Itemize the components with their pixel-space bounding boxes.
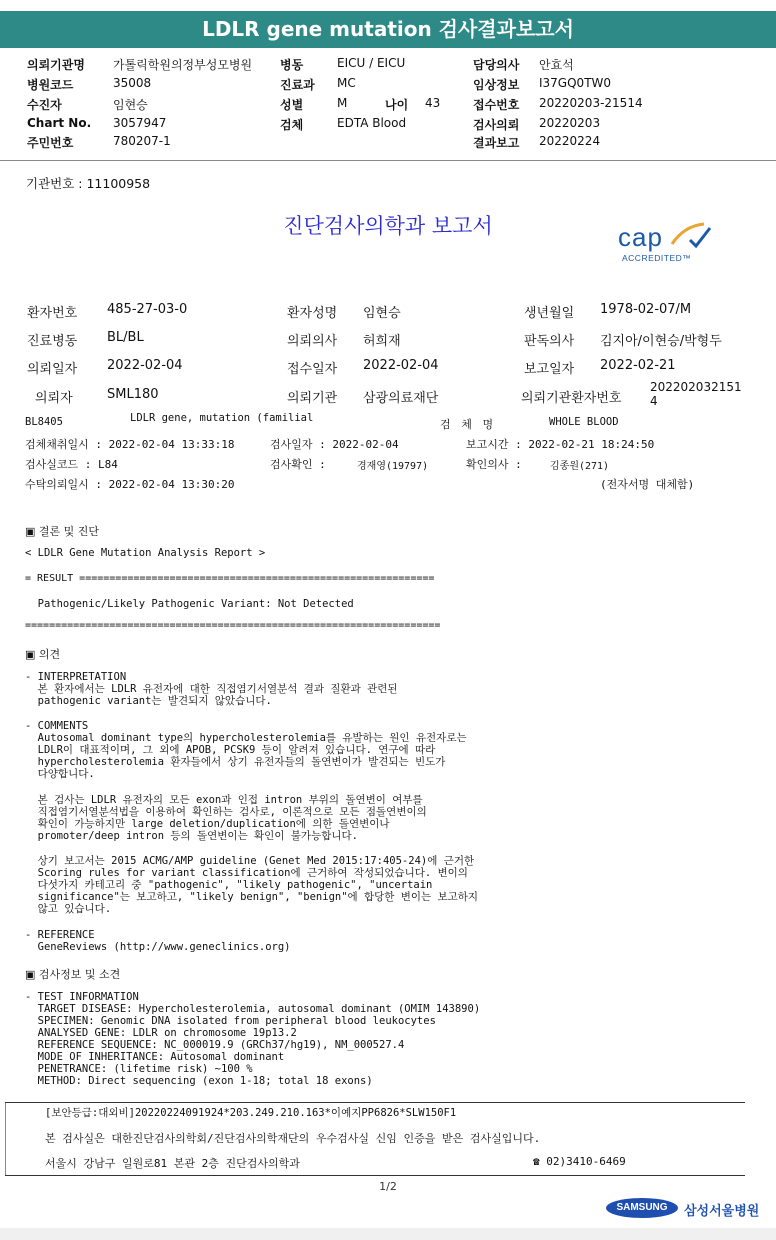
comments-guideline: 상기 보고서는 2015 ACMG/AMP guideline (Genet Med 2015:17:405-24)에 근거한 Scoring rules for variant classification에 근거하여 작성되었습니다. 변이의 다섯가지 카테고리 중 "pathogenic", "likely pathogenic", "uncertain significance"는 보고하고, "likely benign", "benign"에 합당한 변이는 보고하지 않고 있습니다. — [37, 855, 479, 915]
patient-field-value: 2022-02-04 — [107, 358, 183, 373]
test-name: LDLR gene, mutation (familial — [130, 412, 314, 424]
patient-field-value: 2022-02-21 — [600, 358, 676, 373]
page-number: 1/2 — [379, 1180, 397, 1193]
address: 서울시 강남구 일원로81 본관 2층 진단검사의학과 — [45, 1157, 300, 1170]
bottom-band — [0, 1228, 776, 1240]
patient-field-value: 1978-02-07/M — [600, 302, 692, 317]
test-date: 검사일자 : 2022-02-04 — [270, 438, 399, 451]
specimen-value: WHOLE BLOOD — [549, 416, 619, 428]
header-label: 병원코드 — [27, 78, 74, 92]
header-value: EDTA Blood — [337, 116, 407, 130]
header-label: 검사의뢰 — [473, 118, 520, 132]
header-label: 접수번호 — [473, 98, 520, 112]
cap-accredited-logo — [614, 222, 716, 266]
reference: - REFERENCE GeneReviews (http://www.geneclinics.org) — [25, 929, 291, 953]
patient-field-label: 접수일자 — [287, 362, 338, 377]
header-value: I37GQ0TW0 — [539, 76, 612, 90]
cap-logo-text: cap — [618, 222, 663, 252]
test-code: BL8405 — [25, 416, 63, 428]
patient-field-label: 생년월일 — [524, 306, 575, 321]
footer-bottom-divider — [5, 1175, 745, 1176]
e-signature-note: (전자서명 대체함) — [600, 478, 695, 491]
header-value: EICU / EICU — [337, 56, 406, 70]
patient-field-value: SML180 — [107, 387, 159, 402]
report-time: 보고시간 : 2022-02-21 18:24:50 — [466, 438, 655, 451]
header-label: 임상정보 — [473, 78, 520, 92]
header-label: 담당의사 — [473, 58, 520, 72]
age-value: 43 — [425, 96, 441, 110]
section-opinion: ▣ 의견 — [25, 648, 61, 661]
comments-method: 본 검사는 LDLR 유전자의 모든 exon과 인접 intron 부위의 돌연변이 여부를 직접염기서열분석법을 이용하여 확인하는 검사로, 이론적으로 모든 점돌연변이의 확인이 가능하지만 large deletion/duplication에 의한 돌연변이나 promoter/deep intron 등의 돌연변이는 확인이 불가능합니다. — [37, 794, 427, 842]
header-value: MC — [337, 76, 356, 90]
patient-field-value: 임현승 — [363, 306, 401, 321]
patient-field-value: BL/BL — [107, 330, 144, 345]
patient-field-label: 보고일자 — [524, 362, 575, 377]
age-label: 나이 — [385, 98, 409, 112]
footer-border — [5, 1103, 6, 1175]
consign-datetime: 수탁의뢰일시 : 2022-02-04 13:30:20 — [25, 478, 235, 491]
test-confirm-label: 검사확인 : — [270, 458, 326, 471]
patient-field-value: 202202032151 — [650, 380, 742, 394]
header-value: 780207-1 — [113, 134, 171, 148]
patient-field-value: 삼광의료재단 — [363, 391, 439, 406]
header-value: 안효석 — [539, 58, 574, 72]
report-heading: < LDLR Gene Mutation Analysis Report > — [25, 547, 266, 559]
header-label: 검체 — [280, 118, 304, 132]
hospital-logo-text: 삼성서울병원 — [684, 1204, 760, 1219]
header-value: 20220203-21514 — [539, 96, 643, 110]
patient-field-value-tail: 4 — [650, 394, 658, 408]
result-text: Pathogenic/Likely Pathogenic Variant: Not Detected — [25, 598, 354, 610]
patient-field-value: 2022-02-04 — [363, 358, 439, 373]
patient-field-label: 환자번호 — [27, 306, 78, 321]
checkmark-icon — [670, 222, 714, 252]
phone: ☎ 02)3410-6469 — [533, 1155, 626, 1168]
header-label: 주민번호 — [27, 136, 74, 150]
header-value: 가톨릭학원의정부성모병원 — [113, 58, 253, 72]
confirm-doctor-value: 김종원(271) — [550, 461, 610, 472]
patient-field-value: 485-27-03-0 — [107, 302, 188, 317]
patient-field-label: 환자성명 — [287, 306, 338, 321]
patient-field-label: 의뢰기관환자번호 — [521, 391, 622, 406]
patient-field-value: 허희재 — [363, 334, 401, 349]
specimen-label: 검 체 명 — [440, 418, 496, 431]
security-line: [보안등급:대외비]20220224091924*203.249.210.163*이예지PP6826*SLW150F1 — [45, 1107, 457, 1119]
header-label: 결과보고 — [473, 136, 520, 150]
collection-datetime: 검체채취일시 : 2022-02-04 13:33:18 — [25, 438, 235, 451]
footer-divider — [5, 1102, 745, 1103]
comments: - COMMENTS Autosomal dominant type의 hypercholesterolemia를 유발하는 원인 유전자로는 LDLR이 대표적이며, 그 외에 APOB, PCSK9 등이 알려져 있습니다. 연구에 따라 hypercholesterolemia 환자들에서 상기 유전자들의 돌연변이가 발견되는 빈도가 다양합니다. — [25, 720, 467, 780]
report-title-bar: LDLR gene mutation 검사결과보고서 — [0, 11, 776, 48]
page-title: 진단검사의학과 보고서 — [283, 214, 493, 238]
section-conclusion: ▣ 결론 및 진단 — [25, 525, 100, 538]
patient-field-label: 의뢰일자 — [27, 362, 78, 377]
certification-text: 본 검사실은 대한진단검사의학회/진단검사의학재단의 우수검사실 신임 인증을 받은 검사실입니다. — [45, 1132, 541, 1145]
lab-code: 검사실코드 : L84 — [25, 458, 118, 471]
patient-field-label: 의뢰의사 — [287, 334, 338, 349]
header-label: 진료과 — [280, 78, 315, 92]
header-value: 임현승 — [113, 98, 148, 112]
institution-number: 기관번호 : 11100958 — [26, 176, 151, 191]
patient-field-label: 의뢰기관 — [287, 391, 338, 406]
header-value: 20220203 — [539, 116, 601, 130]
result-end-bar: ===================================================================== — [25, 620, 441, 631]
patient-field-value: 김지아/이현승/박형두 — [600, 334, 722, 349]
section-test-info: ▣ 검사정보 및 소견 — [25, 968, 121, 981]
interpretation: - INTERPRETATION 본 환자에서는 LDLR 유전자에 대한 직접염기서열분석 결과 질환과 관련된 pathogenic variant는 발견되지 않았습니다. — [25, 671, 398, 707]
header-label: Chart No. — [27, 116, 92, 130]
header-value: 35008 — [113, 76, 152, 90]
header-value: M — [337, 96, 348, 110]
result-bar: = RESULT =========================================================== — [25, 573, 435, 584]
header-value: 3057947 — [113, 116, 167, 130]
header-label: 수진자 — [27, 98, 62, 112]
test-information: - TEST INFORMATION TARGET DISEASE: Hypercholesterolemia, autosomal dominant (OMIM 143890) SPECIMEN: Genomic DNA isolated from peripheral blood leukocytes ANALYSED GENE: LDLR on chromosome 19p13.2 REFERENCE SEQUENCE: NC_000019.9 (GRCh37/hg19), NM_000527.4 MODE OF INHERITANCE: Autosomal dominant PENETRANCE: (lifetime risk) ~100 % METHOD: Direct sequencing (exon 1-18; total 18 exons) — [25, 991, 481, 1087]
header-value: 20220224 — [539, 134, 601, 148]
confirm-doctor-label: 확인의사 : — [466, 458, 522, 471]
test-confirm-value: 경재영(19797) — [357, 461, 429, 472]
patient-field-label: 의뢰자 — [35, 391, 73, 406]
patient-field-label: 진료병동 — [27, 334, 78, 349]
patient-field-label: 판독의사 — [524, 334, 575, 349]
cap-logo-subtext: ACCREDITED™ — [622, 253, 692, 263]
header-label: 성별 — [280, 98, 304, 112]
samsung-logo: SAMSUNG — [606, 1198, 678, 1218]
header-label: 병동 — [280, 58, 304, 72]
divider — [0, 160, 776, 161]
header-label: 의뢰기관명 — [27, 58, 85, 72]
